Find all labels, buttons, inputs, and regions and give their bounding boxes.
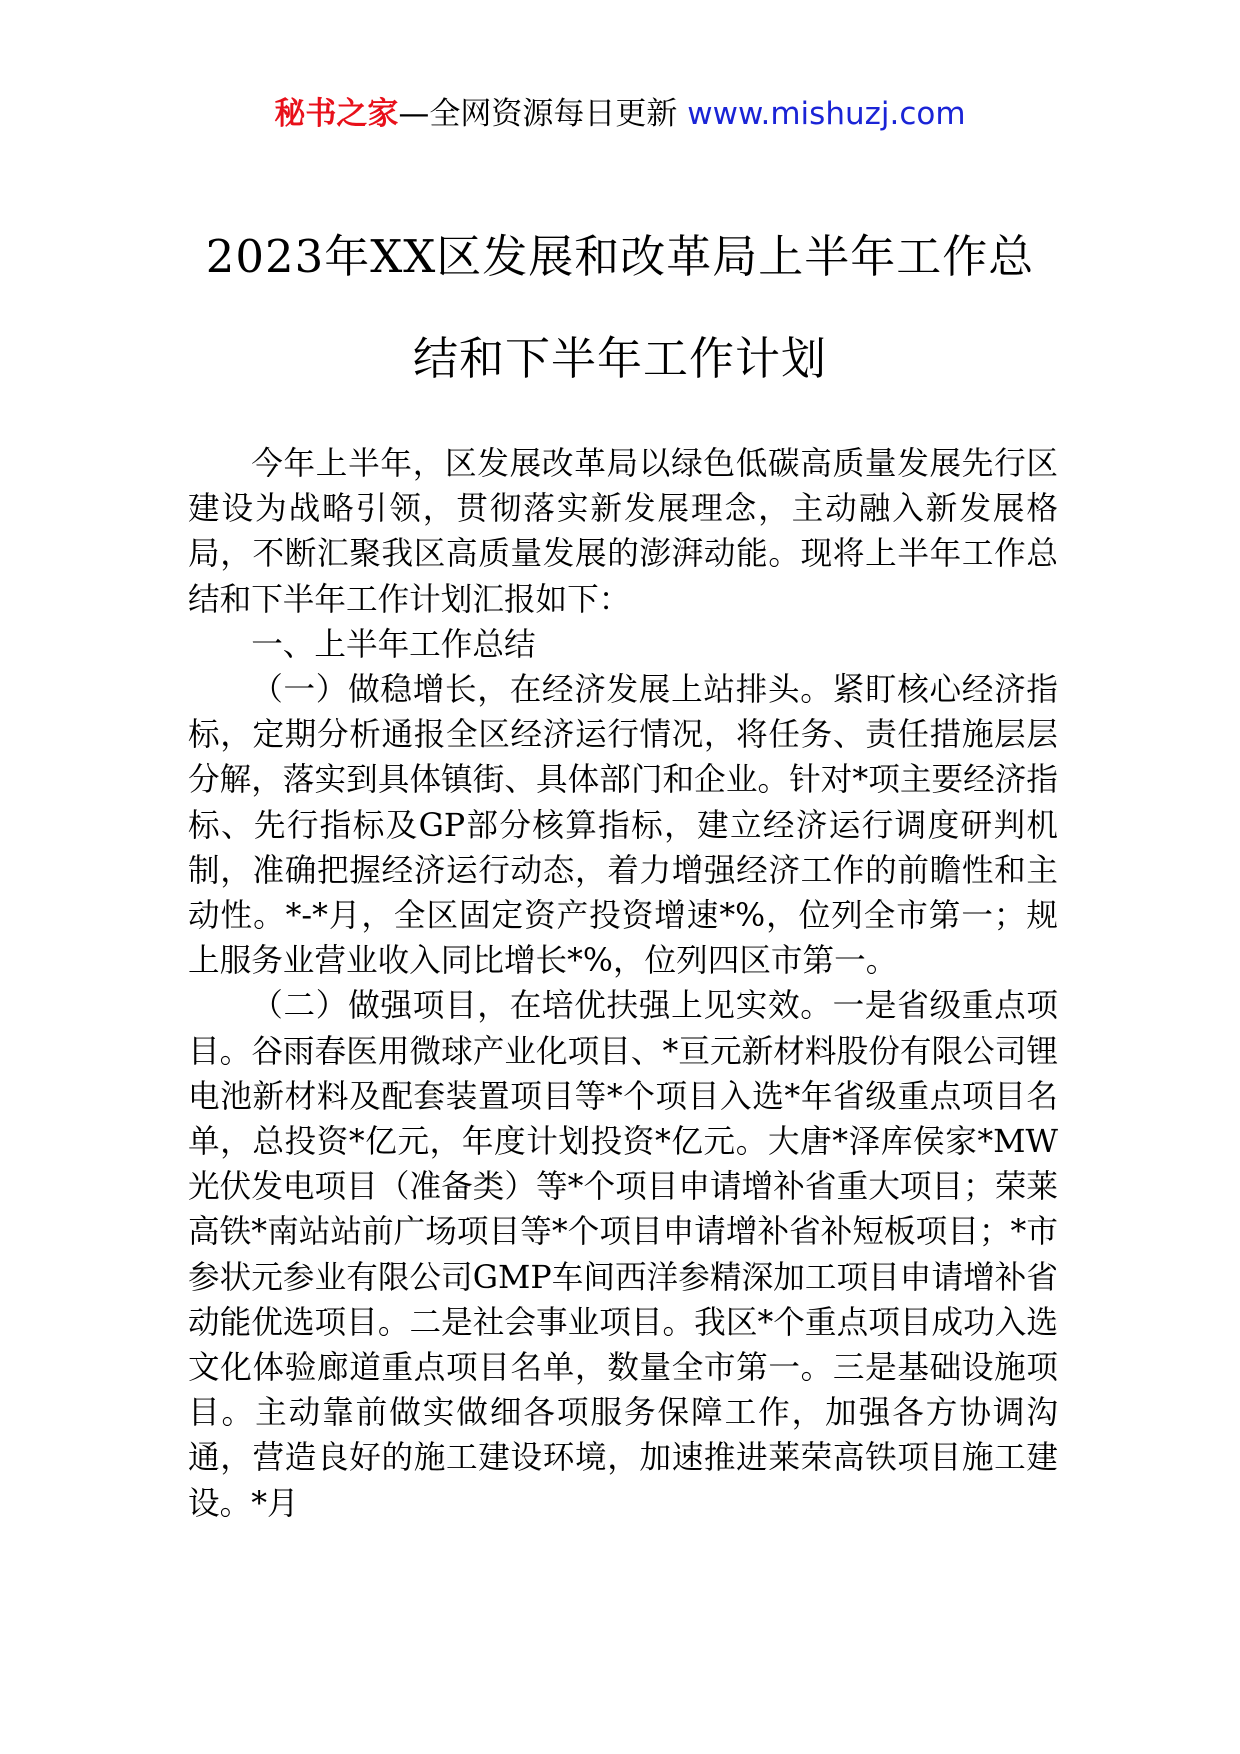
body-paragraph: （二）做强项目，在培优扶强上见实效。一是省级重点项目。谷雨春医用微球产业化项目、*亘元新材料股份有限公司锂电池新材料及配套装置项目等*个项目入选*年省级重点项目名单，总投资*亿元，年度计划投资*亿元。大唐*泽库侯家*MW光伏发电项目（准备类）等*个项目申请增补省重大项目；荣莱高铁*南站站前广场项目等*个项目申请增补省补短板项目；*市参状元参业有限公司GMP车间西洋参精深加工项目申请增补省动能优选项目。二是社会事业项目。我区*个重点项目成功入选文化体验廊道重点项目名单，数量全市第一。三是基础设施项目。主动靠前做实做细各项服务保障工作，加强各方协调沟通，营造良好的施工建设环境，加速推进莱荣高铁项目施工建设。*月 <box>188 988 1058 1522</box>
site-url-link[interactable]: www.mishuzj.com <box>687 96 966 132</box>
header-slogan: —全网资源每日更新 <box>398 96 678 132</box>
document-body <box>188 442 1058 1527</box>
site-header <box>0 92 1240 136</box>
document-title <box>0 206 1240 410</box>
title-line-1: 2023年XX区发展和改革局上半年工作总 <box>205 230 1035 283</box>
section-heading: 一、上半年工作总结 <box>251 626 536 663</box>
intro-paragraph: 今年上半年，区发展改革局以绿色低碳高质量发展先行区建设为战略引领，贯彻落实新发展理念，主动融入新发展格局，不断汇聚我区高质量发展的澎湃动能。现将上半年工作总结和下半年工作计划汇报如下： <box>188 446 1058 618</box>
title-line-2: 结和下半年工作计划 <box>412 332 827 385</box>
body-paragraph: （一）做稳增长，在经济发展上站排头。紧盯核心经济指标，定期分析通报全区经济运行情况，将任务、责任措施层层分解，落实到具体镇街、具体部门和企业。针对*项主要经济指标、先行指标及GP部分核算指标，建立经济运行调度研判机制，准确把握经济运行动态，着力增强经济工作的前瞻性和主动性。*-*月，全区固定资产投资增速*%，位列全市第一；规上服务业营业收入同比增长*%，位列四区市第一。 <box>188 672 1058 980</box>
brand-name: 秘书之家 <box>274 96 399 132</box>
